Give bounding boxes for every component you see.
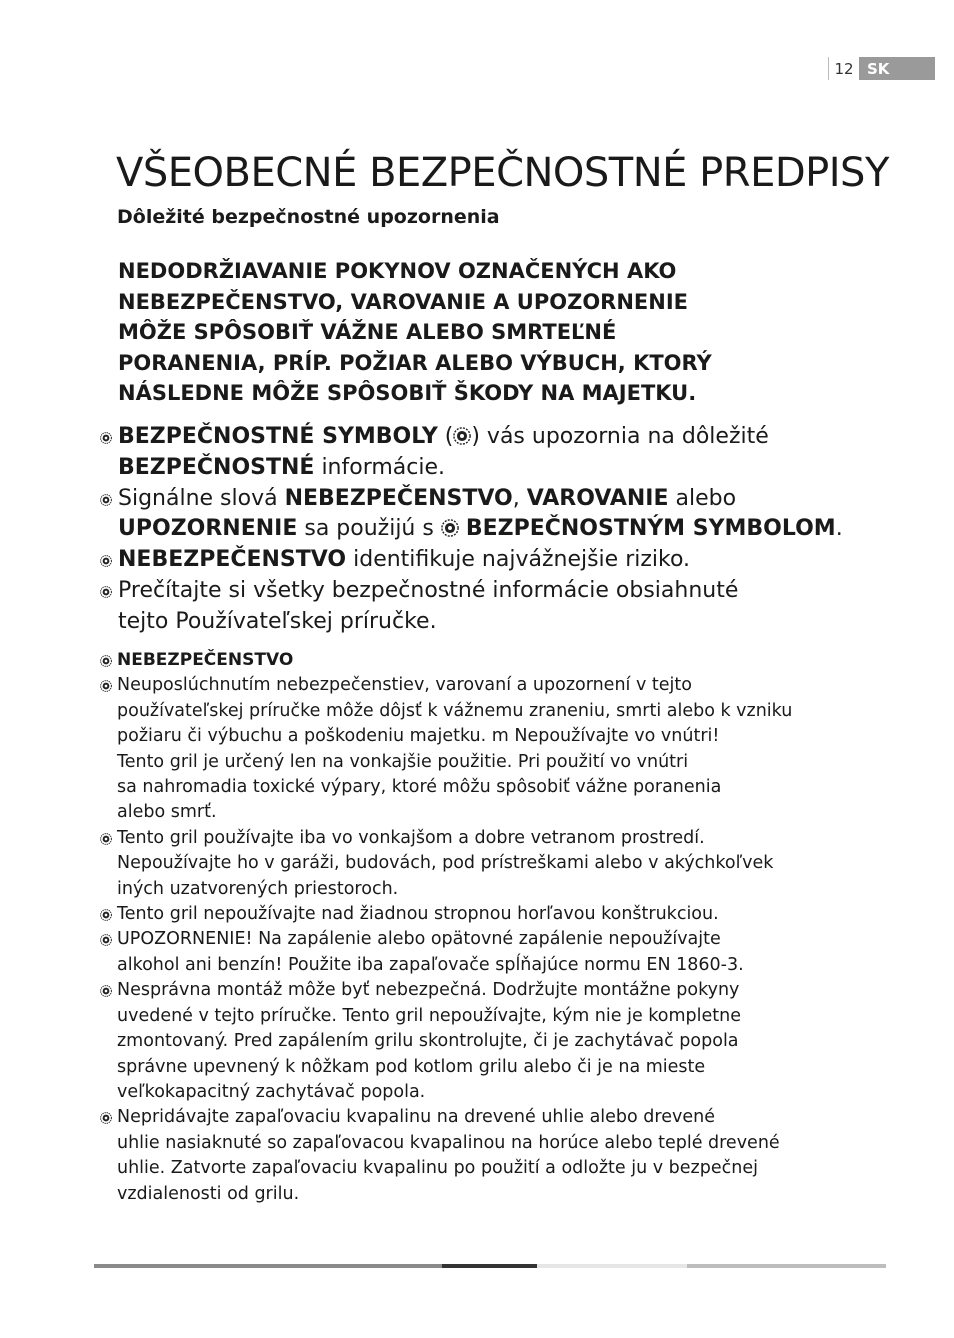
body-text: . <box>835 516 843 542</box>
emphasis-text: VAROVANIE <box>526 485 669 511</box>
body-text: ( <box>437 424 454 449</box>
body-text: Tento gril je určený len na vonkajšie použitie. Pri použití vo vnútri <box>117 751 689 772</box>
body-text: vzdialenosti od grilu. <box>117 1183 300 1204</box>
intro-item <box>100 545 860 576</box>
danger-item <box>100 1105 870 1207</box>
body-text: Tento gril nepoužívajte nad žiadnou stropnou horľavou konštrukciou. <box>117 904 719 925</box>
safety-symbol-icon <box>100 985 112 997</box>
body-text: , <box>512 485 527 511</box>
emphasis-text: BEZPEČNOSTNÉ SYMBOLY <box>118 424 438 449</box>
body-text: používateľskej príručke môže dôjsť k vážnemu zraneniu, smrti alebo k vzniku <box>117 700 793 721</box>
danger-heading-text: NEBEZPEČENSTVO <box>117 650 294 670</box>
danger-item <box>100 826 870 902</box>
body-text: Nepoužívajte ho v garáži, budovách, pod prístreškami alebo v akýchkoľvek <box>117 853 774 874</box>
body-text: tejto Používateľskej príručke. <box>118 608 437 634</box>
body-text: informácie. <box>314 454 446 480</box>
safety-symbol-icon <box>100 586 112 598</box>
body-text: alebo smrť. <box>117 802 217 823</box>
body-text: sa použijú s <box>297 516 441 542</box>
intro-item <box>100 422 860 484</box>
warning-line: NEDODRŽIAVANIE POKYNOV OZNAČENÝCH AKO <box>118 259 677 283</box>
divider-segment <box>537 1264 687 1268</box>
safety-symbol-icon <box>100 680 112 692</box>
divider-segment <box>442 1264 537 1268</box>
danger-item <box>100 902 870 927</box>
divider-segment <box>94 1264 442 1268</box>
emphasis-text: NEBEZPEČENSTVO <box>118 547 347 573</box>
danger-item <box>100 978 870 1105</box>
body-text: uhlie. Zatvorte zapaľovaciu kvapalinu po použití a odložte ju v bezpečnej <box>117 1158 758 1179</box>
body-text: uvedené v tejto príručke. Tento gril nepoužívajte, kým nie je kompletne <box>117 1005 742 1026</box>
warning-block <box>118 256 818 409</box>
intro-list <box>100 422 860 638</box>
body-text: Prečítajte si všetky bezpečnostné informácie obsiahnuté <box>118 577 739 603</box>
emphasis-text: BEZPEČNOSTNÉ <box>118 454 315 480</box>
body-text: UPOZORNENIE! Na zapálenie alebo opätovné zapálenie nepoužívajte <box>117 929 721 950</box>
danger-list <box>100 648 870 1207</box>
body-text: Nepridávajte zapaľovaciu kvapalinu na drevené uhlie alebo drevené <box>117 1107 715 1128</box>
language-code: SK <box>859 57 935 80</box>
page-number: 12 <box>828 57 859 80</box>
footer-divider <box>94 1264 886 1268</box>
intro-item <box>100 576 860 638</box>
body-text: požiaru či výbuchu a poškodeniu majetku. m Nepoužívajte vo vnútri! <box>117 726 720 747</box>
body-text: sa nahromadia toxické výpary, ktoré môžu spôsobiť vážne poranenia <box>117 777 722 798</box>
safety-symbol-icon <box>100 1112 112 1124</box>
safety-symbol-icon <box>100 555 112 567</box>
safety-symbol-icon <box>100 934 112 946</box>
warning-line: PORANENIA, PRÍP. POŽIAR ALEBO VÝBUCH, KTORÝ <box>118 350 712 375</box>
safety-symbol-icon <box>453 427 471 445</box>
page-subtitle: Dôležité bezpečnostné upozornenia <box>117 206 500 228</box>
safety-symbol-icon <box>100 909 112 921</box>
body-text: správne upevnený k nôžkam pod kotlom grilu alebo či je na mieste <box>117 1056 706 1077</box>
danger-item <box>100 927 870 978</box>
body-text: zmontovaný. Pred zapálením grilu skontrolujte, či je zachytávač popola <box>117 1031 739 1052</box>
body-text: iných uzatvorených priestoroch. <box>117 878 399 899</box>
body-text: uhlie nasiaknuté so zapaľovacou kvapalinou na horúce alebo teplé drevené <box>117 1132 780 1153</box>
warning-line: NÁSLEDNE MÔŽE SPÔSOBIŤ ŠKODY NA MAJETKU. <box>118 381 697 405</box>
safety-symbol-icon <box>100 494 112 506</box>
body-text: identifikuje najvážnejšie riziko. <box>346 547 691 573</box>
emphasis-text: NEBEZPEČENSTVO <box>284 485 513 511</box>
divider-segment <box>687 1264 886 1268</box>
body-text: Neuposlúchnutím nebezpečenstiev, varovaní a upozornení v tejto <box>117 675 692 696</box>
safety-symbol-icon <box>100 833 112 845</box>
intro-item <box>100 484 860 546</box>
warning-line: NEBEZPEČENSTVO, VAROVANIE A UPOZORNENIE <box>118 289 689 314</box>
safety-symbol-icon <box>441 519 459 537</box>
page-tag <box>828 57 935 80</box>
body-text: Nesprávna montáž môže byť nebezpečná. Dodržujte montážne pokyny <box>117 980 740 1001</box>
danger-item <box>100 673 870 825</box>
safety-symbol-icon <box>100 655 112 667</box>
danger-heading <box>100 648 870 673</box>
page-title: VŠEOBECNÉ BEZPEČNOSTNÉ PREDPISY <box>116 150 889 196</box>
body-text: ) vás upozornia na dôležité <box>471 424 769 449</box>
emphasis-text: BEZPEČNOSTNÝM SYMBOLOM <box>465 516 836 542</box>
body-text: Tento gril používajte iba vo vonkajšom a dobre vetranom prostredí. <box>117 827 705 848</box>
safety-symbol-icon <box>100 432 112 444</box>
warning-line: MÔŽE SPÔSOBIŤ VÁŽNE ALEBO SMRTEĽNÉ <box>118 320 617 344</box>
emphasis-text: UPOZORNENIE <box>118 516 298 542</box>
body-text: alkohol ani benzín! Použite iba zapaľovače spĺňajúce normu EN 1860-3. <box>117 954 744 975</box>
body-text: veľkokapacitný zachytávač popola. <box>117 1081 426 1102</box>
body-text: alebo <box>668 485 737 511</box>
body-text: Signálne slová <box>118 485 285 511</box>
